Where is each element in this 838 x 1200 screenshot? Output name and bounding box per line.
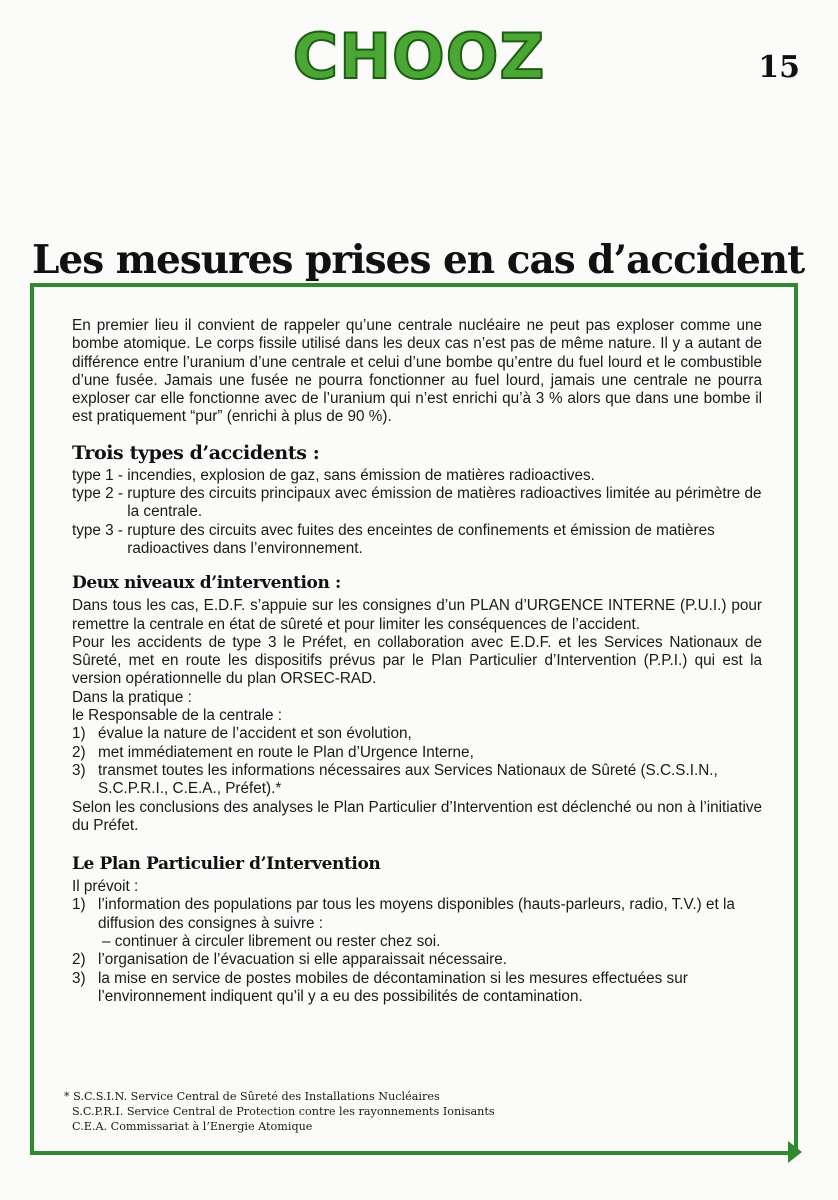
type-label: type 3 - — [72, 521, 128, 539]
accident-type-2 — [72, 485, 762, 522]
list-item — [72, 744, 762, 762]
type-label: type 1 - — [72, 466, 128, 484]
list-item — [72, 970, 762, 1007]
item-text: évalue la nature de l’accident et son évolution, — [98, 725, 412, 743]
ppi-heading: Le Plan Particulier d’Intervention — [72, 854, 381, 875]
footnotes — [64, 1089, 672, 1134]
footnote-line: C.E.A. Commissariat à l’Energie Atomique — [72, 1120, 313, 1133]
footnote-line: S.C.P.R.I. Service Central de Protection contre les rayonnements Ionisants — [72, 1105, 495, 1118]
item-text: l’organisation de l’évacuation si elle apparaissait nécessaire. — [98, 951, 508, 969]
item-number: 2) — [72, 951, 86, 969]
page-number: 15 — [758, 50, 800, 85]
accident-type-3 — [72, 522, 762, 559]
type-description: rupture des circuits principaux avec émission de matières radioactives limitée au périmètre de la centrale. — [127, 485, 762, 521]
item-main-text: l’information des populations par tous les moyens disponibles (hauts-parleurs, radio, T.V.) et la diffusion des consignes à suivre : — [98, 896, 735, 932]
intro-paragraph: En premier lieu il convient de rappeler qu’une centrale nucléaire ne peut pas exploser comme une bombe atomique. Le corps fissile utilisé dans les deux cas n’est pas de même nature. Il y a autant de différence entre l’uranium d’une centrale et celui d’une bombe qu’entre du fuel lourd et le combustible d’une fusée. Jamais une fusée ne pourra fonctionner au fuel lourd, jamais une centrale ne pourra exploser car elle fonctionne avec de l’uranium qui n’est enrichi qu’à 3 % alors que dans une bombe il est pratiquement “pur” (enrichi à plus de 90 %). — [72, 317, 762, 426]
type-description: rupture des circuits avec fuites des enceintes de confinements et émission de matières radioactives dans l’environnement. — [127, 521, 715, 557]
list-item — [72, 951, 762, 969]
type-description: incendies, explosion de gaz, sans émission de matières radioactives. — [127, 466, 595, 484]
intervention-paragraph: Pour les accidents de type 3 le Préfet, en collaboration avec E.D.F. et les Services Nationaux de Sûreté, met en route les dispositifs prévus par le Plan Particulier d’Intervention (P.P.I.) qui est la version opérationnelle du plan ORSEC-RAD. — [72, 633, 762, 688]
list-item — [72, 762, 762, 799]
list-item — [72, 725, 762, 743]
next-page-arrow-icon — [788, 1141, 802, 1163]
item-text — [98, 896, 762, 951]
footnote-text: S.C.S.I.N. Service Central de Sûreté des Installations Nucléaires — [73, 1090, 440, 1103]
type-label: type 2 - — [72, 485, 128, 503]
item-number: 2) — [72, 743, 86, 761]
item-number: 3) — [72, 969, 86, 987]
accident-types-heading: Trois types d’accidents : — [72, 441, 320, 464]
accident-type-1 — [72, 467, 762, 485]
item-text: met immédiatement en route le Plan d’Urgence Interne, — [98, 743, 474, 761]
intervention-paragraph: le Responsable de la centrale : — [72, 707, 283, 725]
intervention-paragraph: Dans la pratique : — [72, 688, 192, 706]
responsible-actions-list — [72, 725, 762, 798]
footnote-marker: * — [64, 1090, 70, 1103]
item-text: la mise en service de postes mobiles de décontamination si les mesures effectuées sur l’environnement indiquent qu’il y a eu des possibilités de contamination. — [98, 969, 688, 1005]
item-number: 1) — [72, 725, 86, 743]
accident-types-list — [72, 467, 762, 558]
intervention-paragraph: Dans tous les cas, E.D.F. s’appuie sur les consignes d’un PLAN d’URGENCE INTERNE (P.U.I.) pour remettre la centrale en état de sûreté et pour limiter les conséquences de l’accident. — [72, 597, 762, 633]
chooz-logo: CHOOZ — [292, 20, 546, 93]
ppi-intro: Il prévoit : — [72, 878, 139, 896]
footnote-line — [64, 1089, 672, 1104]
intervention-levels-heading: Deux niveaux d’intervention : — [72, 573, 341, 594]
ppi-list — [72, 896, 762, 1006]
item-sub-text: – continuer à circuler librement ou rester chez soi. — [102, 933, 441, 951]
intervention-paragraph: Selon les conclusions des analyses le Plan Particulier d’Intervention est déclenché ou non à l’initiative du Préfet. — [72, 798, 762, 834]
item-number: 3) — [72, 761, 86, 779]
list-item — [72, 896, 762, 951]
item-text: transmet toutes les informations nécessaires aux Services Nationaux de Sûreté (S.C.S.I.N., S.C.P.R.I., C.E.A., Préfet).* — [98, 761, 718, 798]
article-body — [72, 317, 762, 1006]
item-number: 1) — [72, 896, 86, 914]
page-title: Les mesures prises en cas d’accident — [32, 237, 805, 284]
